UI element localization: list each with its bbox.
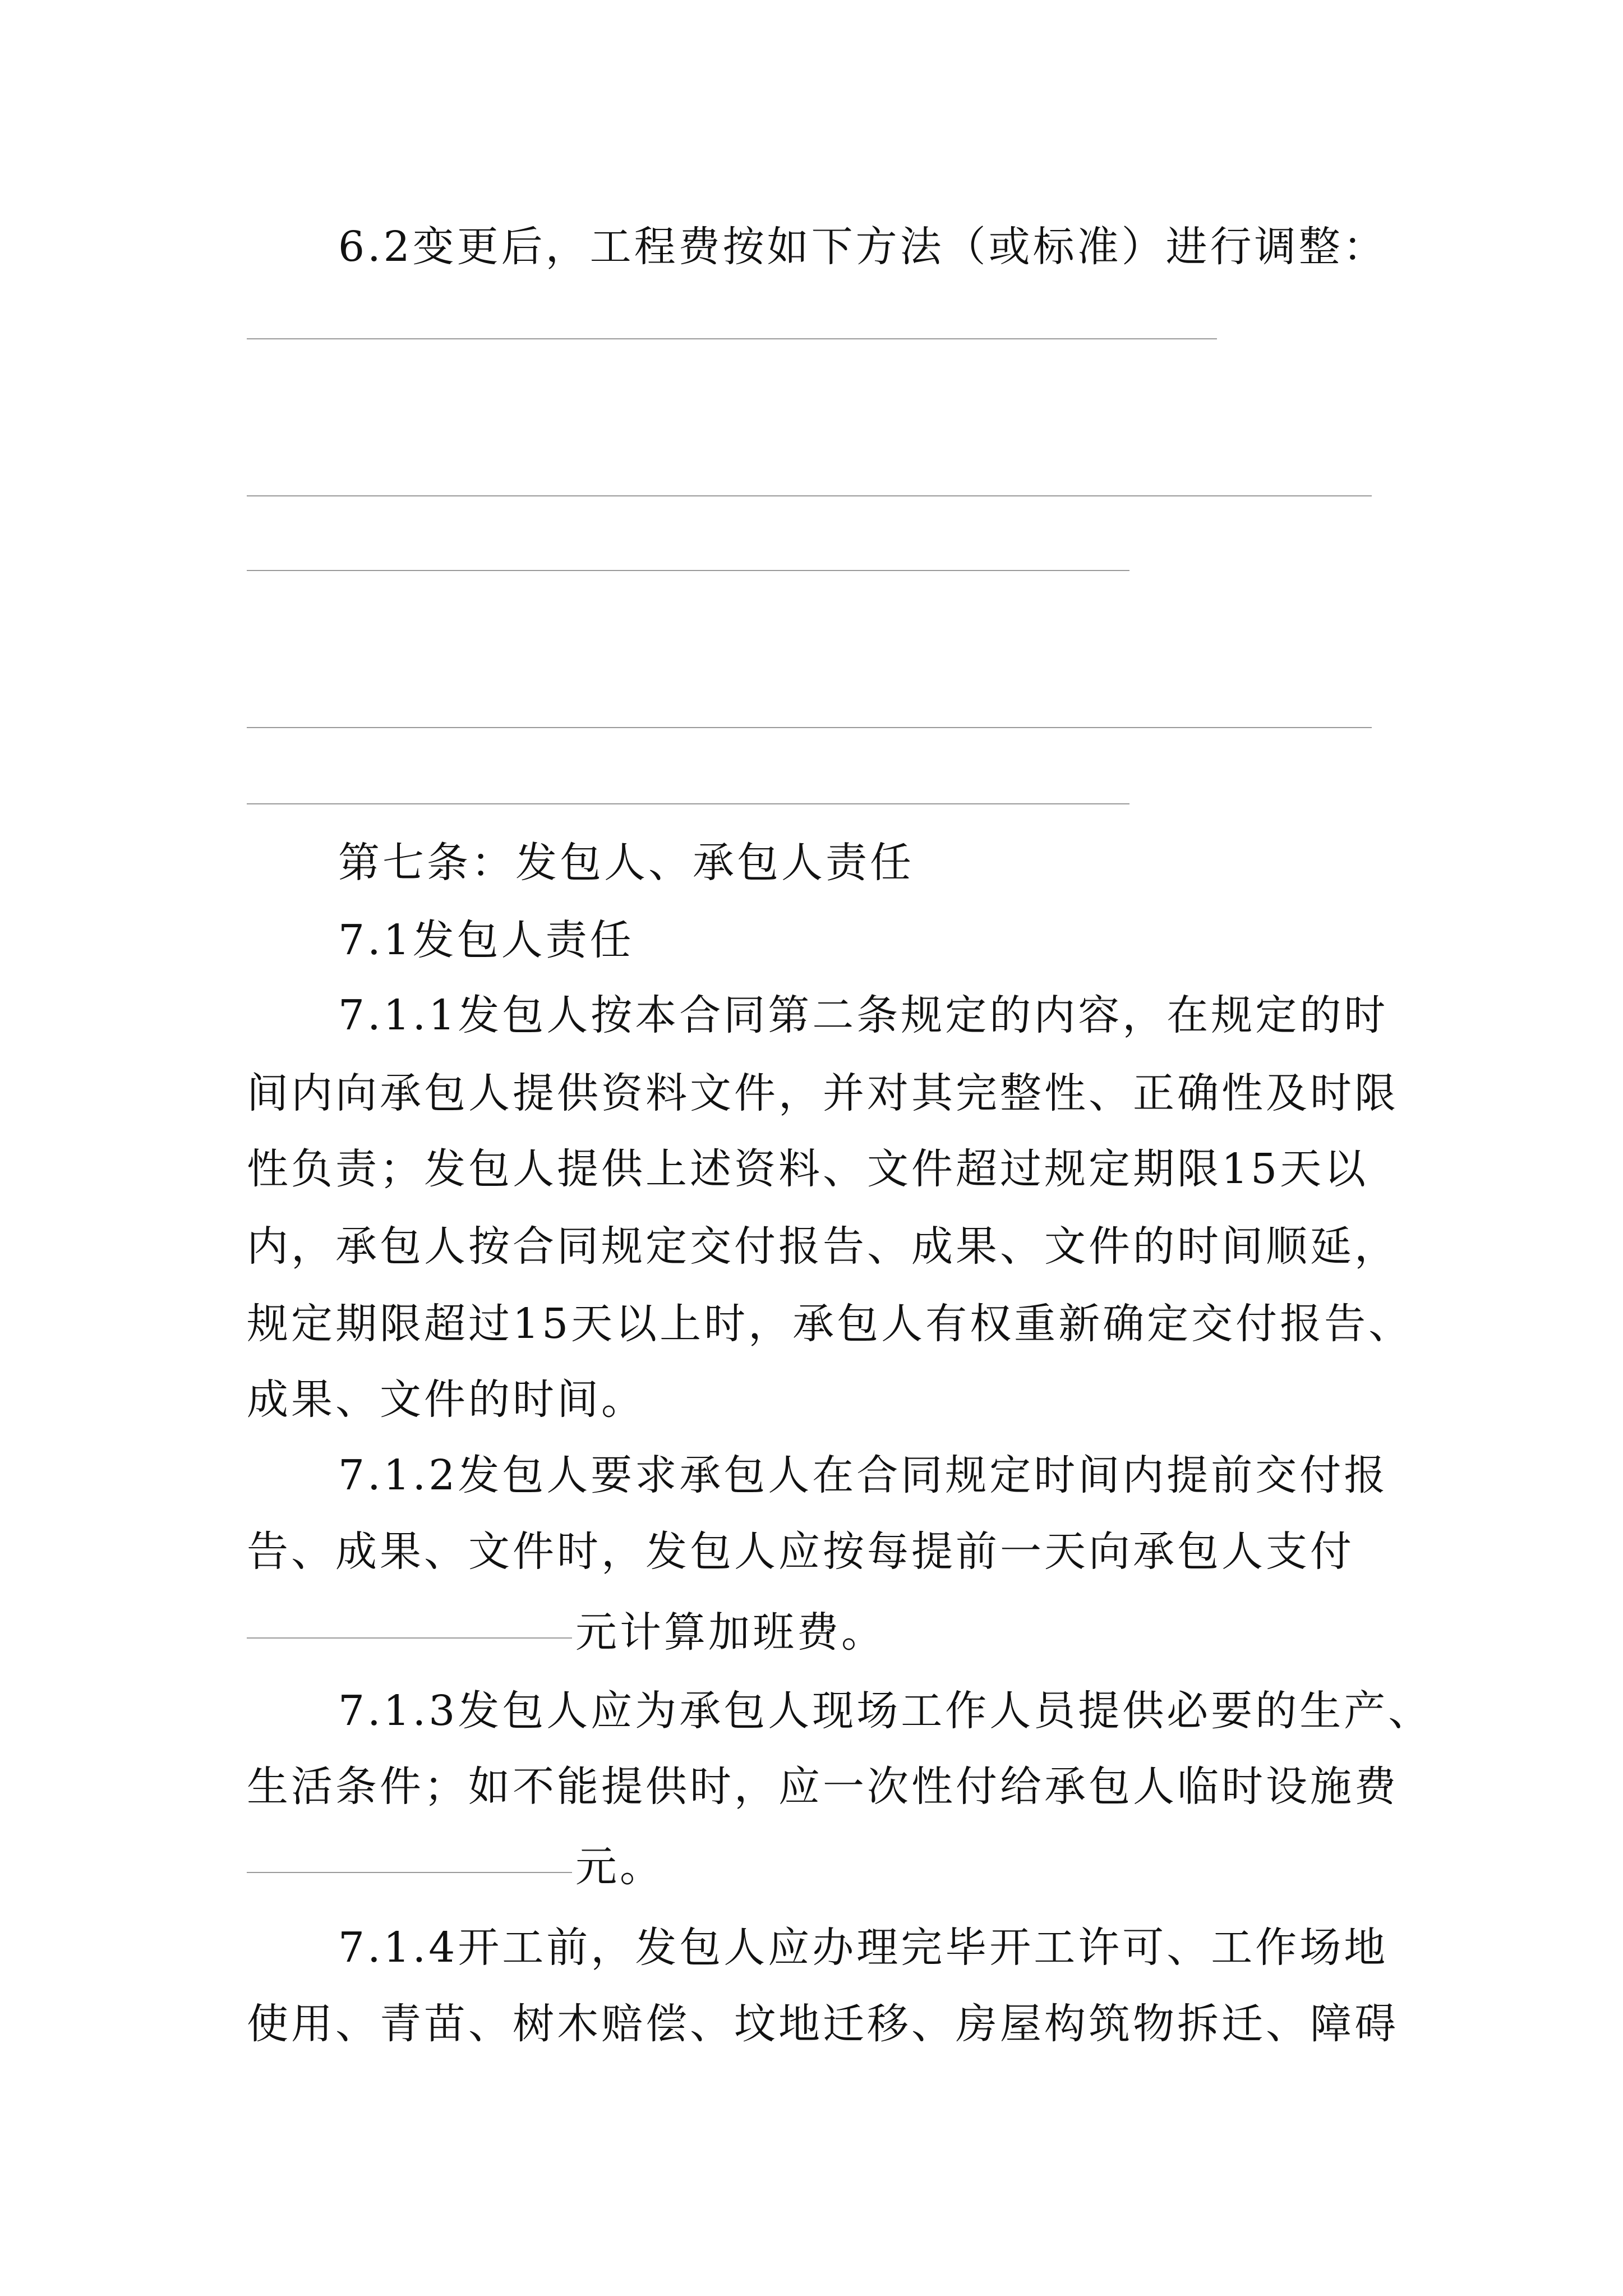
clause-7-1-1-line: 7.1.1发包人按本合同第二条规定的内容，在规定的时 bbox=[338, 991, 1389, 1039]
fill-in-line bbox=[247, 803, 1129, 804]
clause-7-1-2-line bbox=[247, 1604, 886, 1660]
clause-7-1-3-tail: 元。 bbox=[575, 1843, 664, 1891]
clause-7-1-2-line: 7.1.2发包人要求承包人在合同规定时间内提前交付报 bbox=[338, 1451, 1389, 1499]
clause-7-1-3-line bbox=[247, 1839, 664, 1895]
clause-7-1-1-line: 成果、文件的时间。 bbox=[247, 1375, 645, 1424]
clause-7-1-1-line: 间内向承包人提供资料文件，并对其完整性、正确性及时限 bbox=[247, 1069, 1399, 1117]
clause-7-1-2-tail: 元计算加班费。 bbox=[575, 1608, 886, 1657]
clause-7-1-4-line: 7.1.4开工前，发包人应办理完毕开工许可、工作场地 bbox=[338, 1924, 1389, 1972]
fill-in-line bbox=[247, 570, 1129, 571]
clause-7-1-2-line: 告、成果、文件时，发包人应按每提前一天向承包人支付 bbox=[247, 1527, 1354, 1576]
blank-field bbox=[247, 1872, 572, 1873]
article-7-heading: 第七条：发包人、承包人责任 bbox=[338, 839, 914, 887]
fill-in-line bbox=[247, 727, 1372, 728]
clause-7-1-1-line: 内，承包人按合同规定交付报告、成果、文件的时间顺延， bbox=[247, 1222, 1399, 1271]
blank-field bbox=[247, 1637, 572, 1639]
clause-7-1-1-line: 规定期限超过15天以上时，承包人有权重新确定交付报告、 bbox=[247, 1300, 1413, 1348]
clause-7-1-4-line: 使用、青苗、树木赔偿、坟地迁移、房屋构筑物拆迁、障碍 bbox=[247, 2000, 1399, 2048]
fill-in-line bbox=[247, 338, 1217, 339]
clause-7-1-3-line: 生活条件；如不能提供时，应一次性付给承包人临时设施费 bbox=[247, 1763, 1399, 1811]
section-7-1-heading: 7.1发包人责任 bbox=[338, 916, 634, 964]
fill-in-line bbox=[247, 495, 1372, 496]
clause-7-1-1-line: 性负责；发包人提供上述资料、文件超过规定期限15天以 bbox=[247, 1145, 1369, 1193]
clause-7-1-3-line: 7.1.3发包人应为承包人现场工作人员提供必要的生产、 bbox=[338, 1687, 1433, 1735]
clause-6-2-text: 6.2变更后，工程费按如下方法（或标准）进行调整： bbox=[338, 223, 1387, 271]
